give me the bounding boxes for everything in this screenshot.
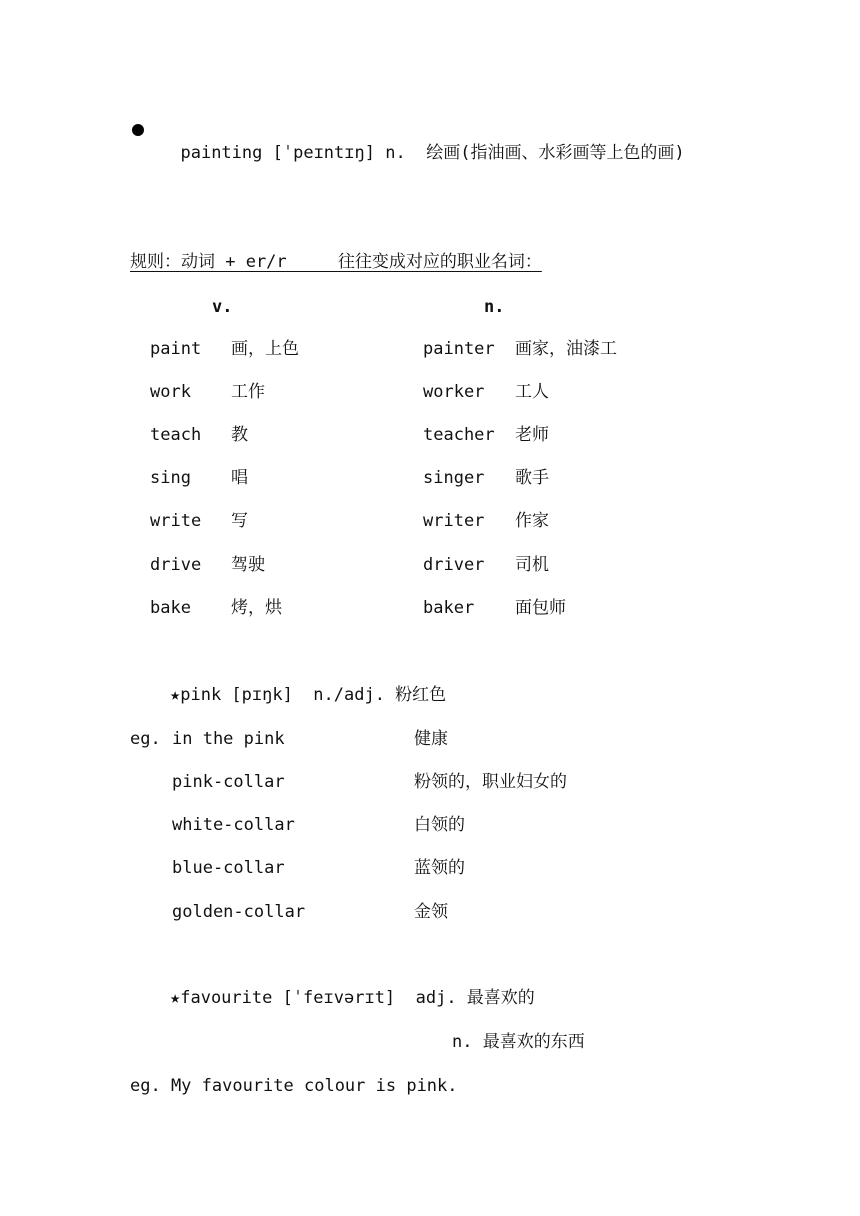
row-verb: drive: [150, 555, 202, 575]
bullet-icon: [132, 124, 144, 136]
row-noun: writer: [423, 511, 485, 531]
row-verb: teach: [150, 425, 202, 445]
painting-meaning: 绘画(指油画、水彩画等上色的画): [426, 143, 685, 163]
row-noun-cn: 司机: [515, 555, 549, 575]
row-verb-cn: 烤，烘: [231, 598, 282, 618]
painting-entry: [160, 120, 685, 164]
example-cn: 健康: [414, 729, 448, 749]
row-verb: paint: [150, 339, 202, 359]
row-noun: worker: [423, 382, 485, 402]
row-verb: sing: [150, 468, 191, 488]
painting-word: painting: [180, 143, 263, 163]
example-cn: 白领的: [414, 815, 465, 835]
example-cn: 粉领的，职业妇女的: [414, 772, 567, 792]
row-verb-cn: 工作: [231, 382, 265, 402]
example-cn: 金领: [414, 902, 448, 922]
row-verb-cn: 画，上色: [231, 339, 299, 359]
row-noun: teacher: [423, 425, 495, 445]
favourite-headword: ★favourite [ˈfeɪvərɪt] adj. 最喜欢的: [170, 988, 535, 1008]
row-noun: baker: [423, 598, 475, 618]
row-noun-cn: 工人: [515, 382, 549, 402]
example-en: white-collar: [172, 815, 295, 835]
row-verb: write: [150, 511, 202, 531]
rule-text: 规则：动词 + er/r 往往变成对应的职业名词：: [130, 252, 542, 272]
row-verb: work: [150, 382, 191, 402]
favourite-example: eg. My favourite colour is pink.: [130, 1076, 458, 1096]
row-noun: singer: [423, 468, 485, 488]
example-en: pink-collar: [172, 772, 285, 792]
row-verb-cn: 驾驶: [231, 555, 265, 575]
row-noun: painter: [423, 339, 495, 359]
row-noun: driver: [423, 555, 485, 575]
painting-phonetic: [ˈpeɪntɪŋ]: [272, 143, 375, 163]
example-en: blue-collar: [172, 858, 285, 878]
verb-header: v.: [212, 297, 233, 317]
painting-pos: n.: [385, 143, 406, 163]
row-noun-cn: 作家: [515, 511, 549, 531]
row-noun-cn: 画家，油漆工: [515, 339, 617, 359]
row-verb-cn: 教: [231, 425, 248, 445]
example-en: in the pink: [172, 729, 285, 749]
row-verb-cn: 唱: [231, 468, 248, 488]
pink-eg-label: eg.: [130, 729, 161, 749]
row-verb-cn: 写: [231, 511, 248, 531]
noun-header: n.: [484, 297, 505, 317]
example-en: golden-collar: [172, 902, 306, 922]
row-noun-cn: 老师: [515, 425, 549, 445]
example-cn: 蓝领的: [414, 858, 465, 878]
favourite-noun-sense: n. 最喜欢的东西: [452, 1032, 585, 1052]
row-noun-cn: 面包师: [515, 598, 566, 618]
pink-headword: ★pink [pɪŋk] n./adj. 粉红色: [170, 685, 447, 705]
row-verb: bake: [150, 598, 191, 618]
row-noun-cn: 歌手: [515, 468, 549, 488]
